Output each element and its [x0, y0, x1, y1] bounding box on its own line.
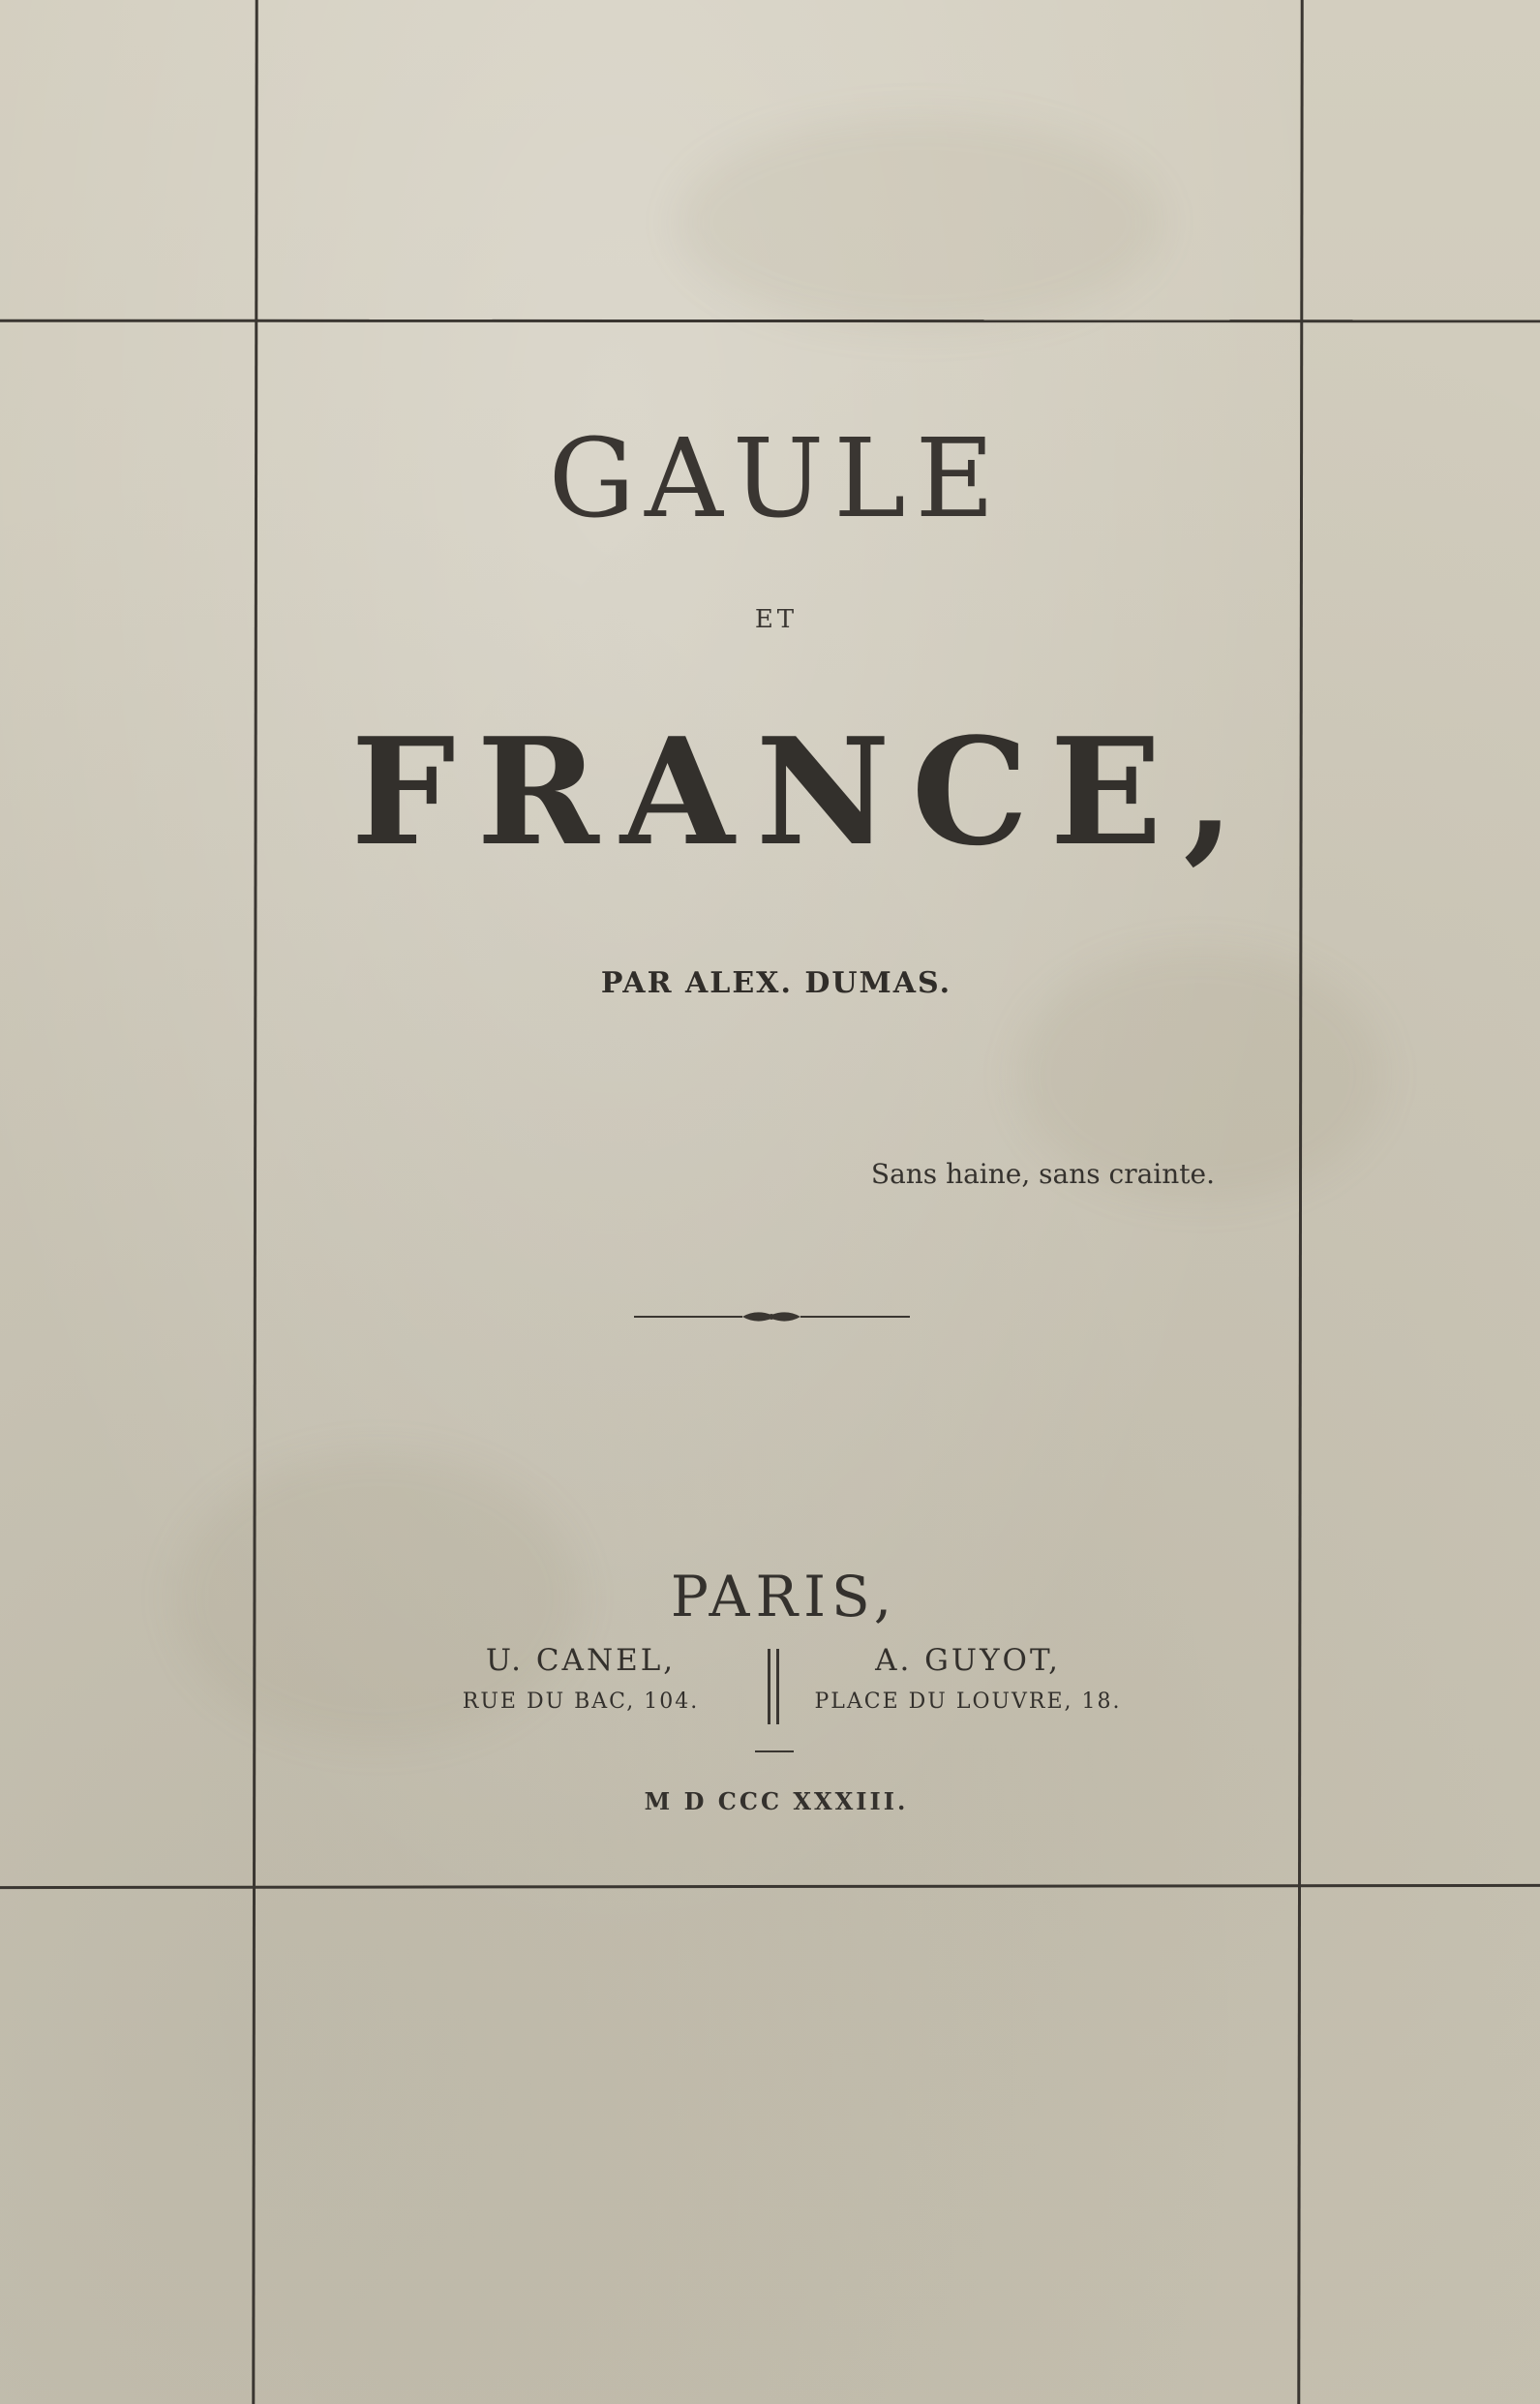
publisher-name: A. GUYOT,: [875, 1643, 1061, 1678]
title-france: FRANCE,: [350, 705, 1256, 878]
publisher-address: RUE DU BAC, 104.: [462, 1689, 700, 1714]
author-line: PAR ALEX. DUMAS.: [600, 966, 952, 1000]
frame-rule-top: [0, 320, 1540, 323]
title-et: ET: [754, 605, 799, 634]
publisher-name: U. CANEL,: [485, 1643, 677, 1678]
title-gaule: GAULE: [548, 416, 1005, 542]
epigraph: Sans haine, sans crainte.: [870, 1158, 1215, 1190]
ornament-divider: [634, 1302, 910, 1331]
publication-year: M D CCC XXXIII.: [644, 1787, 909, 1815]
frame-rule-left: [252, 0, 257, 2404]
publisher-canel: [455, 1643, 707, 1714]
paper-stain: [678, 116, 1162, 329]
publisher-divider: [768, 1649, 779, 1724]
city: PARIS,: [670, 1564, 898, 1629]
frame-rule-right: [1297, 0, 1303, 2404]
publisher-address: PLACE DU LOUVRE, 18.: [814, 1689, 1122, 1714]
frame-rule-bottom: [0, 1884, 1540, 1889]
small-rule: [755, 1750, 794, 1752]
publisher-guyot: [808, 1643, 1128, 1714]
